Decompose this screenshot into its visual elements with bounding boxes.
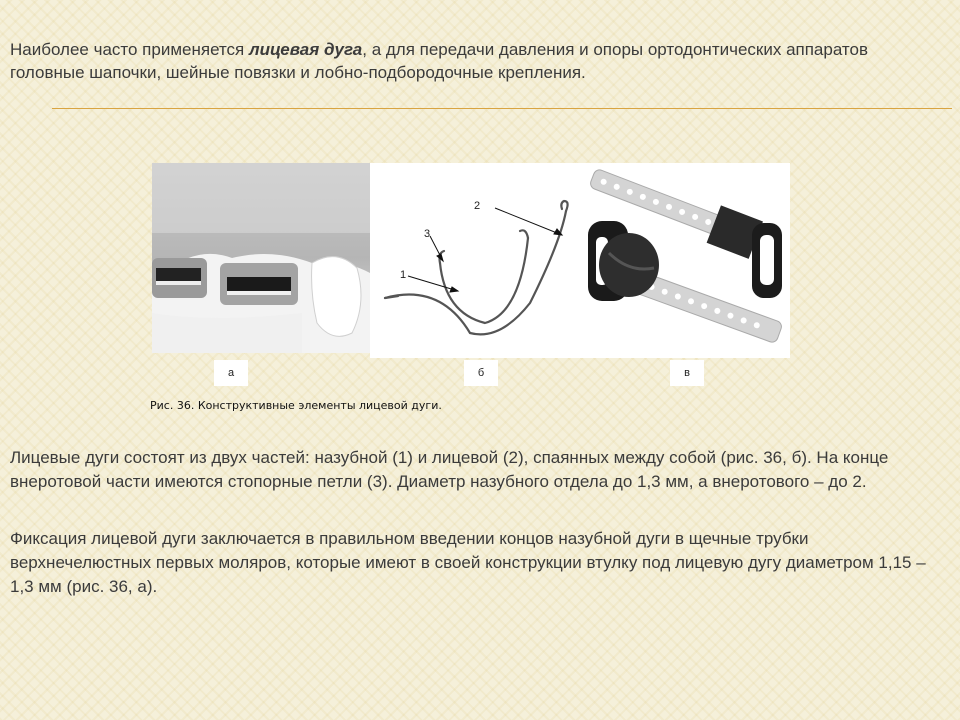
intro-paragraph [10, 38, 900, 84]
paragraph-structure: Лицевые дуги состоят из двух частей: назубной (1) и лицевой (2), спаянных между собой (рис. 36, б). На конце внеротовой части имеются стопорные петли (3). Диаметр назубного отдела до 1,3 мм, а внеротового – до 2. [10, 448, 889, 491]
face-bow-image [370, 163, 574, 358]
figure-36 [152, 163, 792, 358]
title-underline [52, 108, 952, 109]
figure-label-a: а [214, 360, 248, 386]
callout-2: 2 [474, 200, 481, 212]
figure-panel-c [574, 163, 790, 358]
figure-panel-a [152, 163, 370, 353]
paragraph-fixation: Фиксация лицевой дуги заключается в правильном введении концов назубной дуги в щечные трубки верхнечелюстных первых моляров, которые имеют в своей конструкции втулку под лицевую дугу диаметром 1,15 – 1,3 мм (рис. 36, а). [10, 529, 926, 596]
figure-caption: Рис. 36. Конструктивные элементы лицевой дуги. [150, 399, 442, 412]
figure-label-b: б [464, 360, 498, 386]
neck-strap-image [574, 163, 790, 358]
figure-label-c: в [670, 360, 704, 386]
molar-tubes-image [152, 163, 370, 353]
callout-3: 3 [424, 228, 431, 240]
intro-emphasis: лицевая дуга [249, 40, 363, 59]
figure-panel-b [370, 163, 574, 358]
intro-text-start: Наиболее часто применяется [10, 40, 249, 59]
intro-text-end: , а для передачи давления и опоры ортодонтических аппаратов головные шапочки, шейные повязки и лобно-подбородочные крепления. [10, 40, 869, 82]
callout-1: 1 [400, 269, 407, 281]
